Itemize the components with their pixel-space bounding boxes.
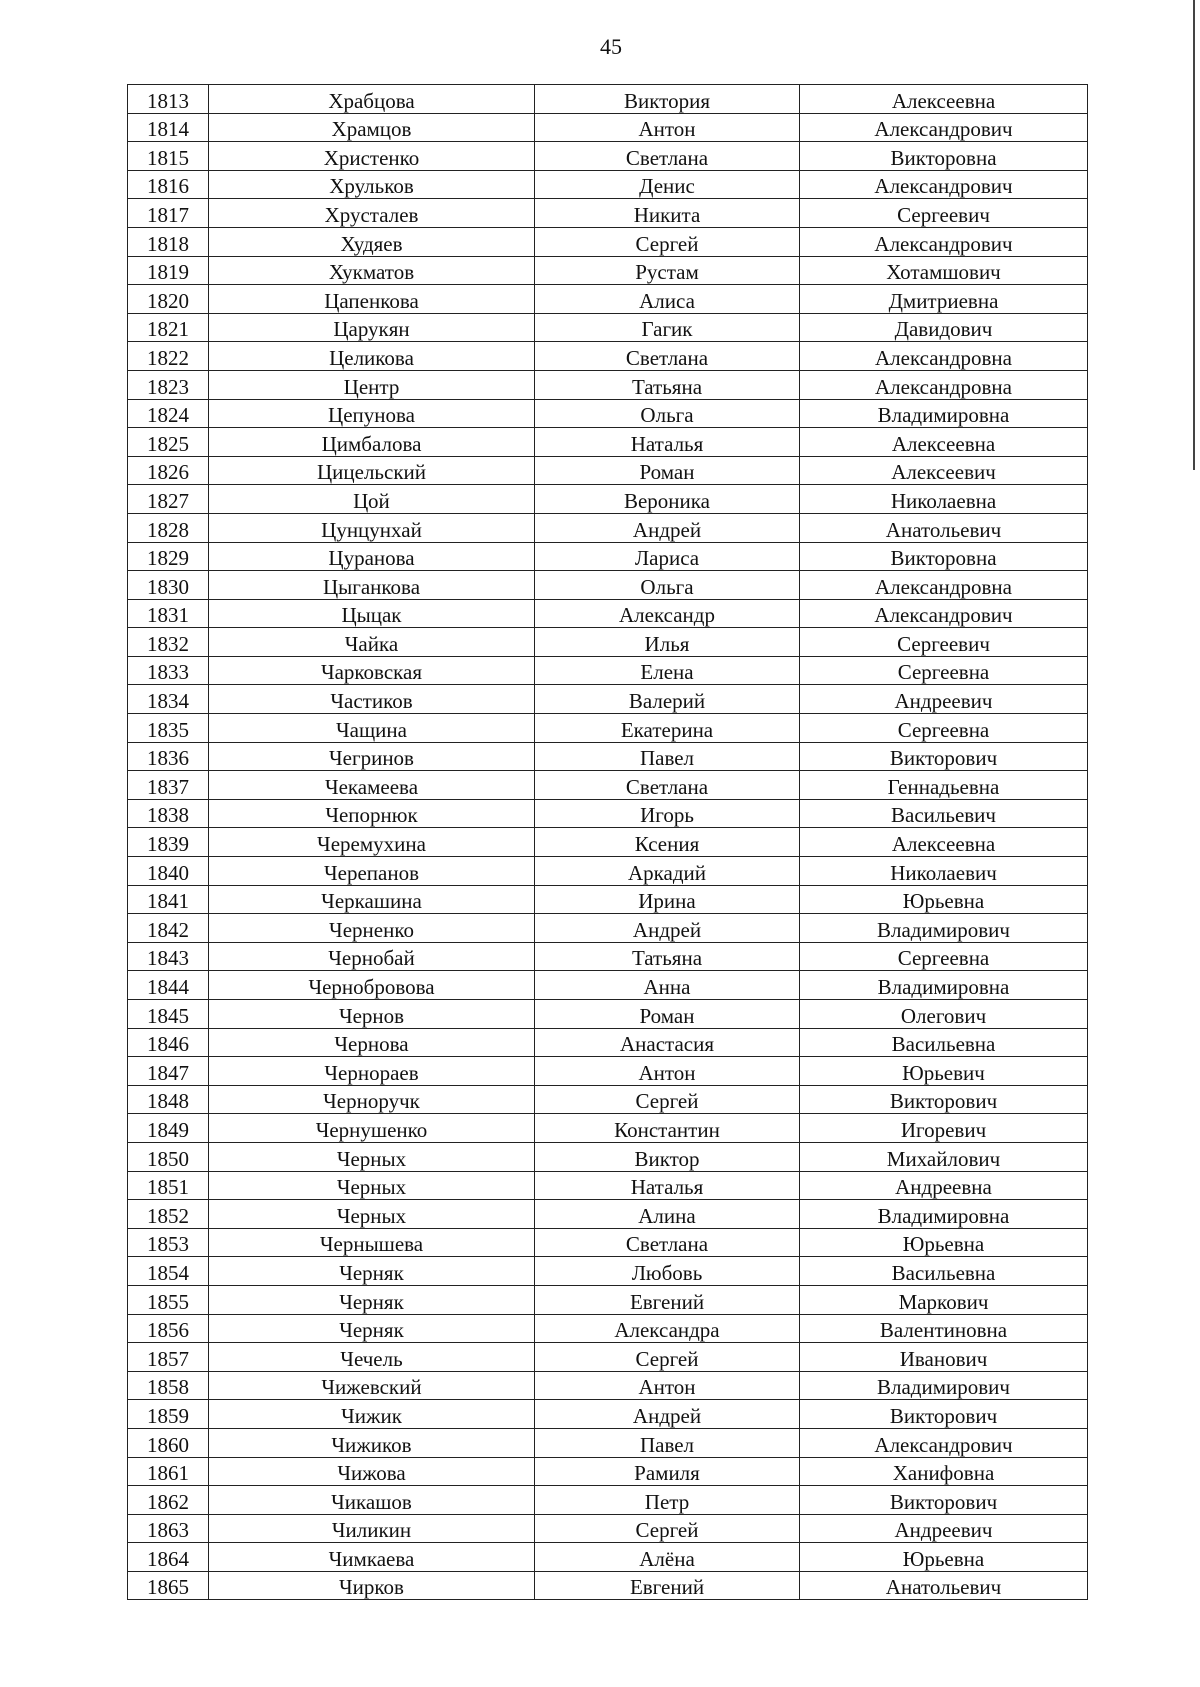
patronymic-cell: Викторович <box>800 1400 1088 1429</box>
patronymic-cell: Алексеевна <box>800 85 1088 114</box>
patronymic-cell: Юрьевич <box>800 1057 1088 1086</box>
surname-cell: Чернушенко <box>209 1114 535 1143</box>
row-number-cell: 1818 <box>128 227 209 256</box>
table-row <box>128 399 1088 428</box>
row-number-cell: 1862 <box>128 1486 209 1515</box>
surname-cell: Чечель <box>209 1343 535 1372</box>
patronymic-cell: Николаевна <box>800 485 1088 514</box>
surname-cell: Черепанов <box>209 857 535 886</box>
table-row <box>128 342 1088 371</box>
first-name-cell: Аркадий <box>535 857 800 886</box>
surname-cell: Хукматов <box>209 256 535 285</box>
first-name-cell: Петр <box>535 1486 800 1515</box>
patronymic-cell: Сергеевич <box>800 199 1088 228</box>
row-number-cell: 1822 <box>128 342 209 371</box>
first-name-cell: Екатерина <box>535 714 800 743</box>
first-name-cell: Ольга <box>535 399 800 428</box>
surname-cell: Цой <box>209 485 535 514</box>
surname-cell: Цыцак <box>209 599 535 628</box>
patronymic-cell: Анатольевич <box>800 513 1088 542</box>
first-name-cell: Наталья <box>535 428 800 457</box>
table-row <box>128 313 1088 342</box>
first-name-cell: Татьяна <box>535 942 800 971</box>
first-name-cell: Наталья <box>535 1171 800 1200</box>
surname-cell: Цицельский <box>209 456 535 485</box>
surname-cell: Цыганкова <box>209 571 535 600</box>
patronymic-cell: Владимировна <box>800 1200 1088 1229</box>
patronymic-cell: Хотамшович <box>800 256 1088 285</box>
patronymic-cell: Викторович <box>800 742 1088 771</box>
surname-cell: Чернораев <box>209 1057 535 1086</box>
table-row <box>128 1000 1088 1029</box>
first-name-cell: Алёна <box>535 1543 800 1572</box>
patronymic-cell: Александрович <box>800 1428 1088 1457</box>
table-row <box>128 1428 1088 1457</box>
row-number-cell: 1842 <box>128 914 209 943</box>
row-number-cell: 1852 <box>128 1200 209 1229</box>
first-name-cell: Сергей <box>535 1514 800 1543</box>
table-row <box>128 571 1088 600</box>
patronymic-cell: Сергеевна <box>800 942 1088 971</box>
row-number-cell: 1825 <box>128 428 209 457</box>
patronymic-cell: Васильевна <box>800 1257 1088 1286</box>
patronymic-cell: Александровна <box>800 571 1088 600</box>
surname-cell: Чарковская <box>209 656 535 685</box>
table-row <box>128 1400 1088 1429</box>
surname-cell: Цунцунхай <box>209 513 535 542</box>
surname-cell: Черноручк <box>209 1085 535 1114</box>
table-row <box>128 485 1088 514</box>
table-row <box>128 113 1088 142</box>
first-name-cell: Светлана <box>535 342 800 371</box>
table-row <box>128 1285 1088 1314</box>
patronymic-cell: Викторовна <box>800 542 1088 571</box>
patronymic-cell: Валентиновна <box>800 1314 1088 1343</box>
first-name-cell: Валерий <box>535 685 800 714</box>
first-name-cell: Ксения <box>535 828 800 857</box>
row-number-cell: 1813 <box>128 85 209 114</box>
table-row <box>128 1314 1088 1343</box>
surname-cell: Хрусталев <box>209 199 535 228</box>
patronymic-cell: Викторович <box>800 1486 1088 1515</box>
first-name-cell: Вероника <box>535 485 800 514</box>
first-name-cell: Константин <box>535 1114 800 1143</box>
surname-cell: Чижевский <box>209 1371 535 1400</box>
row-number-cell: 1833 <box>128 656 209 685</box>
patronymic-cell: Владимировна <box>800 971 1088 1000</box>
row-number-cell: 1841 <box>128 885 209 914</box>
surname-cell: Чиликин <box>209 1514 535 1543</box>
table-row <box>128 1200 1088 1229</box>
surname-cell: Цуранова <box>209 542 535 571</box>
row-number-cell: 1845 <box>128 1000 209 1029</box>
table-row <box>128 199 1088 228</box>
patronymic-cell: Васильевич <box>800 799 1088 828</box>
table-row <box>128 1343 1088 1372</box>
table-row <box>128 227 1088 256</box>
surname-cell: Цепунова <box>209 399 535 428</box>
first-name-cell: Евгений <box>535 1285 800 1314</box>
surname-cell: Храмцов <box>209 113 535 142</box>
first-name-cell: Илья <box>535 628 800 657</box>
row-number-cell: 1829 <box>128 542 209 571</box>
patronymic-cell: Сергеевна <box>800 656 1088 685</box>
table-row <box>128 1457 1088 1486</box>
surname-cell: Царукян <box>209 313 535 342</box>
patronymic-cell: Игоревич <box>800 1114 1088 1143</box>
patronymic-cell: Алексеевна <box>800 828 1088 857</box>
table-row <box>128 85 1088 114</box>
first-name-cell: Евгений <box>535 1571 800 1600</box>
row-number-cell: 1855 <box>128 1285 209 1314</box>
table-row <box>128 742 1088 771</box>
patronymic-cell: Олегович <box>800 1000 1088 1029</box>
table-row <box>128 885 1088 914</box>
surname-cell: Чегринов <box>209 742 535 771</box>
table-row <box>128 714 1088 743</box>
table-row <box>128 170 1088 199</box>
row-number-cell: 1856 <box>128 1314 209 1343</box>
first-name-cell: Рамиля <box>535 1457 800 1486</box>
first-name-cell: Александра <box>535 1314 800 1343</box>
first-name-cell: Сергей <box>535 227 800 256</box>
row-number-cell: 1859 <box>128 1400 209 1429</box>
table-row <box>128 1228 1088 1257</box>
first-name-cell: Антон <box>535 113 800 142</box>
row-number-cell: 1865 <box>128 1571 209 1600</box>
patronymic-cell: Иванович <box>800 1343 1088 1372</box>
patronymic-cell: Александрович <box>800 170 1088 199</box>
patronymic-cell: Давидович <box>800 313 1088 342</box>
row-number-cell: 1835 <box>128 714 209 743</box>
row-number-cell: 1823 <box>128 370 209 399</box>
first-name-cell: Андрей <box>535 1400 800 1429</box>
patronymic-cell: Дмитриевна <box>800 285 1088 314</box>
patronymic-cell: Андреевич <box>800 685 1088 714</box>
table-row <box>128 828 1088 857</box>
surname-cell: Чижиков <box>209 1428 535 1457</box>
row-number-cell: 1814 <box>128 113 209 142</box>
first-name-cell: Гагик <box>535 313 800 342</box>
surname-cell: Чижик <box>209 1400 535 1429</box>
row-number-cell: 1824 <box>128 399 209 428</box>
first-name-cell: Антон <box>535 1371 800 1400</box>
surname-cell: Чернышева <box>209 1228 535 1257</box>
table-row <box>128 1114 1088 1143</box>
patronymic-cell: Алексеевич <box>800 456 1088 485</box>
patronymic-cell: Александровна <box>800 370 1088 399</box>
surname-cell: Чернов <box>209 1000 535 1029</box>
row-number-cell: 1834 <box>128 685 209 714</box>
surname-cell: Черняк <box>209 1257 535 1286</box>
row-number-cell: 1853 <box>128 1228 209 1257</box>
row-number-cell: 1861 <box>128 1457 209 1486</box>
surname-cell: Частиков <box>209 685 535 714</box>
page-number: 45 <box>600 34 622 59</box>
row-number-cell: 1837 <box>128 771 209 800</box>
patronymic-cell: Владимирович <box>800 1371 1088 1400</box>
row-number-cell: 1832 <box>128 628 209 657</box>
patronymic-cell: Юрьевна <box>800 1543 1088 1572</box>
first-name-cell: Анна <box>535 971 800 1000</box>
table-row <box>128 1028 1088 1057</box>
row-number-cell: 1836 <box>128 742 209 771</box>
surname-cell: Чижова <box>209 1457 535 1486</box>
patronymic-cell: Александрович <box>800 599 1088 628</box>
row-number-cell: 1815 <box>128 142 209 171</box>
table-row <box>128 685 1088 714</box>
patronymic-cell: Николаевич <box>800 857 1088 886</box>
row-number-cell: 1860 <box>128 1428 209 1457</box>
row-number-cell: 1817 <box>128 199 209 228</box>
first-name-cell: Андрей <box>535 914 800 943</box>
first-name-cell: Роман <box>535 456 800 485</box>
surname-cell: Чернобровова <box>209 971 535 1000</box>
table-row <box>128 799 1088 828</box>
first-name-cell: Светлана <box>535 771 800 800</box>
table-row <box>128 771 1088 800</box>
row-number-cell: 1844 <box>128 971 209 1000</box>
table-row <box>128 599 1088 628</box>
first-name-cell: Лариса <box>535 542 800 571</box>
surname-cell: Чирков <box>209 1571 535 1600</box>
row-number-cell: 1826 <box>128 456 209 485</box>
patronymic-cell: Александровна <box>800 342 1088 371</box>
surname-cell: Черненко <box>209 914 535 943</box>
patronymic-cell: Александрович <box>800 113 1088 142</box>
row-number-cell: 1828 <box>128 513 209 542</box>
surname-cell: Цимбалова <box>209 428 535 457</box>
table-row <box>128 942 1088 971</box>
row-number-cell: 1819 <box>128 256 209 285</box>
first-name-cell: Светлана <box>535 1228 800 1257</box>
row-number-cell: 1864 <box>128 1543 209 1572</box>
first-name-cell: Ирина <box>535 885 800 914</box>
surname-cell: Чащина <box>209 714 535 743</box>
table-row <box>128 542 1088 571</box>
patronymic-cell: Маркович <box>800 1285 1088 1314</box>
surname-cell: Цапенкова <box>209 285 535 314</box>
first-name-cell: Алиса <box>535 285 800 314</box>
table-row <box>128 1171 1088 1200</box>
table-row <box>128 256 1088 285</box>
surname-cell: Чикашов <box>209 1486 535 1515</box>
surname-cell: Черных <box>209 1142 535 1171</box>
patronymic-cell: Александрович <box>800 227 1088 256</box>
first-name-cell: Анастасия <box>535 1028 800 1057</box>
surname-cell: Центр <box>209 370 535 399</box>
surname-cell: Худяев <box>209 227 535 256</box>
patronymic-cell: Ханифовна <box>800 1457 1088 1486</box>
row-number-cell: 1847 <box>128 1057 209 1086</box>
table-row <box>128 1514 1088 1543</box>
first-name-cell: Игорь <box>535 799 800 828</box>
surname-cell: Целикова <box>209 342 535 371</box>
surname-cell: Христенко <box>209 142 535 171</box>
patronymic-cell: Юрьевна <box>800 885 1088 914</box>
patronymic-cell: Сергеевич <box>800 628 1088 657</box>
first-name-cell: Сергей <box>535 1343 800 1372</box>
first-name-cell: Ольга <box>535 571 800 600</box>
first-name-cell: Виктория <box>535 85 800 114</box>
row-number-cell: 1840 <box>128 857 209 886</box>
patronymic-cell: Михайлович <box>800 1142 1088 1171</box>
first-name-cell: Татьяна <box>535 370 800 399</box>
surname-cell: Хрульков <box>209 170 535 199</box>
surname-cell: Чепорнюк <box>209 799 535 828</box>
first-name-cell: Елена <box>535 656 800 685</box>
surname-cell: Чернова <box>209 1028 535 1057</box>
table-row <box>128 1571 1088 1600</box>
row-number-cell: 1851 <box>128 1171 209 1200</box>
patronymic-cell: Викторовна <box>800 142 1088 171</box>
row-number-cell: 1830 <box>128 571 209 600</box>
table-row <box>128 1142 1088 1171</box>
table-row <box>128 1371 1088 1400</box>
patronymic-cell: Васильевна <box>800 1028 1088 1057</box>
table-row <box>128 1085 1088 1114</box>
row-number-cell: 1838 <box>128 799 209 828</box>
surname-cell: Черкашина <box>209 885 535 914</box>
row-number-cell: 1850 <box>128 1142 209 1171</box>
patronymic-cell: Анатольевич <box>800 1571 1088 1600</box>
patronymic-cell: Владимирович <box>800 914 1088 943</box>
row-number-cell: 1849 <box>128 1114 209 1143</box>
first-name-cell: Антон <box>535 1057 800 1086</box>
table-row <box>128 456 1088 485</box>
patronymic-cell: Андреевич <box>800 1514 1088 1543</box>
patronymic-cell: Геннадьевна <box>800 771 1088 800</box>
surname-cell: Черняк <box>209 1314 535 1343</box>
surname-cell: Черных <box>209 1200 535 1229</box>
table-row <box>128 857 1088 886</box>
first-name-cell: Павел <box>535 742 800 771</box>
row-number-cell: 1827 <box>128 485 209 514</box>
row-number-cell: 1846 <box>128 1028 209 1057</box>
row-number-cell: 1816 <box>128 170 209 199</box>
row-number-cell: 1839 <box>128 828 209 857</box>
surname-cell: Чекамеева <box>209 771 535 800</box>
row-number-cell: 1820 <box>128 285 209 314</box>
patronymic-cell: Алексеевна <box>800 428 1088 457</box>
table-row <box>128 142 1088 171</box>
table-row <box>128 1543 1088 1572</box>
row-number-cell: 1848 <box>128 1085 209 1114</box>
row-number-cell: 1857 <box>128 1343 209 1372</box>
row-number-cell: 1863 <box>128 1514 209 1543</box>
table-row <box>128 1257 1088 1286</box>
scan-edge-line <box>1193 0 1195 470</box>
table-row <box>128 656 1088 685</box>
table-row <box>128 1057 1088 1086</box>
first-name-cell: Виктор <box>535 1142 800 1171</box>
patronymic-cell: Андреевна <box>800 1171 1088 1200</box>
first-name-cell: Павел <box>535 1428 800 1457</box>
surname-cell: Чернобай <box>209 942 535 971</box>
first-name-cell: Алина <box>535 1200 800 1229</box>
patronymic-cell: Юрьевна <box>800 1228 1088 1257</box>
first-name-cell: Светлана <box>535 142 800 171</box>
patronymic-cell: Владимировна <box>800 399 1088 428</box>
surname-cell: Черемухина <box>209 828 535 857</box>
row-number-cell: 1843 <box>128 942 209 971</box>
table-row <box>128 914 1088 943</box>
names-table <box>127 84 1088 1600</box>
table-row <box>128 370 1088 399</box>
first-name-cell: Никита <box>535 199 800 228</box>
first-name-cell: Александр <box>535 599 800 628</box>
first-name-cell: Денис <box>535 170 800 199</box>
first-name-cell: Сергей <box>535 1085 800 1114</box>
patronymic-cell: Викторович <box>800 1085 1088 1114</box>
first-name-cell: Любовь <box>535 1257 800 1286</box>
patronymic-cell: Сергеевна <box>800 714 1088 743</box>
table-row <box>128 285 1088 314</box>
surname-cell: Черняк <box>209 1285 535 1314</box>
surname-cell: Черных <box>209 1171 535 1200</box>
first-name-cell: Рустам <box>535 256 800 285</box>
row-number-cell: 1821 <box>128 313 209 342</box>
row-number-cell: 1854 <box>128 1257 209 1286</box>
table-row <box>128 513 1088 542</box>
surname-cell: Чимкаева <box>209 1543 535 1572</box>
first-name-cell: Роман <box>535 1000 800 1029</box>
table-row <box>128 1486 1088 1515</box>
names-table-body <box>128 85 1088 1600</box>
surname-cell: Храбцова <box>209 85 535 114</box>
table-row <box>128 971 1088 1000</box>
table-row <box>128 628 1088 657</box>
first-name-cell: Андрей <box>535 513 800 542</box>
row-number-cell: 1858 <box>128 1371 209 1400</box>
surname-cell: Чайка <box>209 628 535 657</box>
row-number-cell: 1831 <box>128 599 209 628</box>
table-row <box>128 428 1088 457</box>
